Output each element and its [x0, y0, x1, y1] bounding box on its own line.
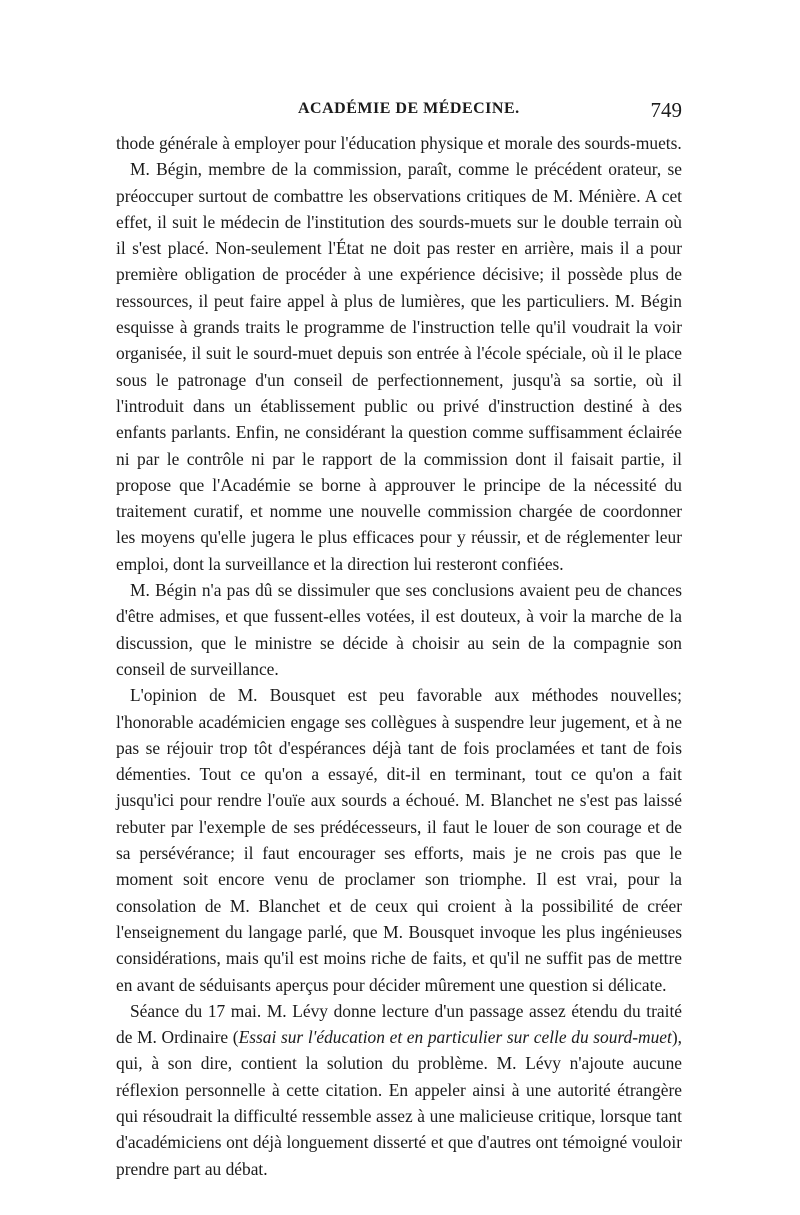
paragraph-begin-conclusions: M. Bégin n'a pas dû se dissimuler que ses conclusions avaient peu de chances d'être admises, et que fussent-elles votées, il est douteux, à voir la marche de la discussion, que le ministre se décide à choisir au sein de la compagnie son conseil de surveillance. — [116, 580, 682, 679]
book-title: Essai sur l'éducation et en particulier sur celle du sourd-muet — [238, 1027, 672, 1048]
seance-text-start: Séance du 17 mai. M. Lévy donne lecture d'un passage assez étendu du traité de M. Ordinaire ( — [116, 1000, 682, 1048]
page-number: 749 — [650, 98, 682, 122]
paragraph-continuation: thode générale à employer pour l'éducation physique et morale des sourds-muets. — [116, 133, 682, 153]
running-title: ACADÉMIE DE MÉDECINE. — [298, 100, 520, 117]
body-text — [116, 130, 682, 1182]
paragraph-seance-17-mai — [116, 998, 682, 1182]
paragraph-begin-commission: M. Bégin, membre de la commission, paraît, comme le précédent orateur, se préoccuper surtout de combattre les observations critiques de M. Ménière. A cet effet, il suit le médecin de l'institution des sourds-muets sur le double terrain où il s'est placé. Non-seulement l'État ne doit pas rester en arrière, mais il a pour première obligation de procéder à une expérience décisive; il possède plus de ressources, il peut faire appel à plus de lumières, que les particuliers. M. Bégin esquisse à grands traits le programme de l'instruction telle qu'il voudrait la voir organisée, il suit le sourd-muet depuis son entrée à l'école spéciale, où il le place sous le patronage d'un conseil de perfectionnement, jusqu'à sa sortie, où il l'introduit dans un établissement public ou privé d'instruction destiné à des enfants parlants. Enfin, ne considérant la question comme suffisamment éclairée ni par le contrôle ni par le rapport de la commission dont il faisait partie, il propose que l'Académie se borne à approuver le principe de la nécessité du traitement curatif, et nomme une nouvelle commission chargée de coordonner les moyens qu'elle jugera le plus efficaces pour y réussir, et de réglementer leur emploi, dont la surveillance et la direction lui resteront confiées. — [116, 159, 682, 574]
paragraph-bousquet-opinion: L'opinion de M. Bousquet est peu favorable aux méthodes nouvelles; l'honorable académicien engage ses collègues à suspendre leur jugement, et à ne pas se réjouir trop tôt d'espérances déjà tant de fois proclamées et tant de fois démenties. Tout ce qu'on a essayé, dit-il en terminant, tout ce qu'on a fait jusqu'ici pour rendre l'ouïe aux sourds a échoué. M. Blanchet ne s'est pas laissé rebuter par l'exemple de ses prédécesseurs, il faut le louer de son courage et de sa persévérance; il faut encourager ses efforts, mais je ne crois pas que le moment soit encore venu de proclamer son triomphe. Il est vrai, pour la consolation de M. Blanchet et de ceux qui croient à la possibilité de créer l'enseignement du langage parlé, que M. Bousquet invoque les plus ingénieuses considérations, mais qu'il est moins riche de faits, et qu'il ne suffit pas de mettre en avant de séduisants aperçus pour décider mûrement une question si délicate. — [116, 685, 682, 995]
seance-text-end: ), qui, à son dire, contient la solution du problème. M. Lévy n'ajoute aucune réflexion personnelle à cette citation. En appeler ainsi à une autorité étrangère qui résoudrait la difficulté ressemble assez à une malicieuse critique, lorsque tant d'académiciens ont déjà longuement disserté et que d'autres ont témoigné vouloir prendre part au débat. — [116, 1027, 682, 1179]
running-head — [116, 98, 682, 124]
